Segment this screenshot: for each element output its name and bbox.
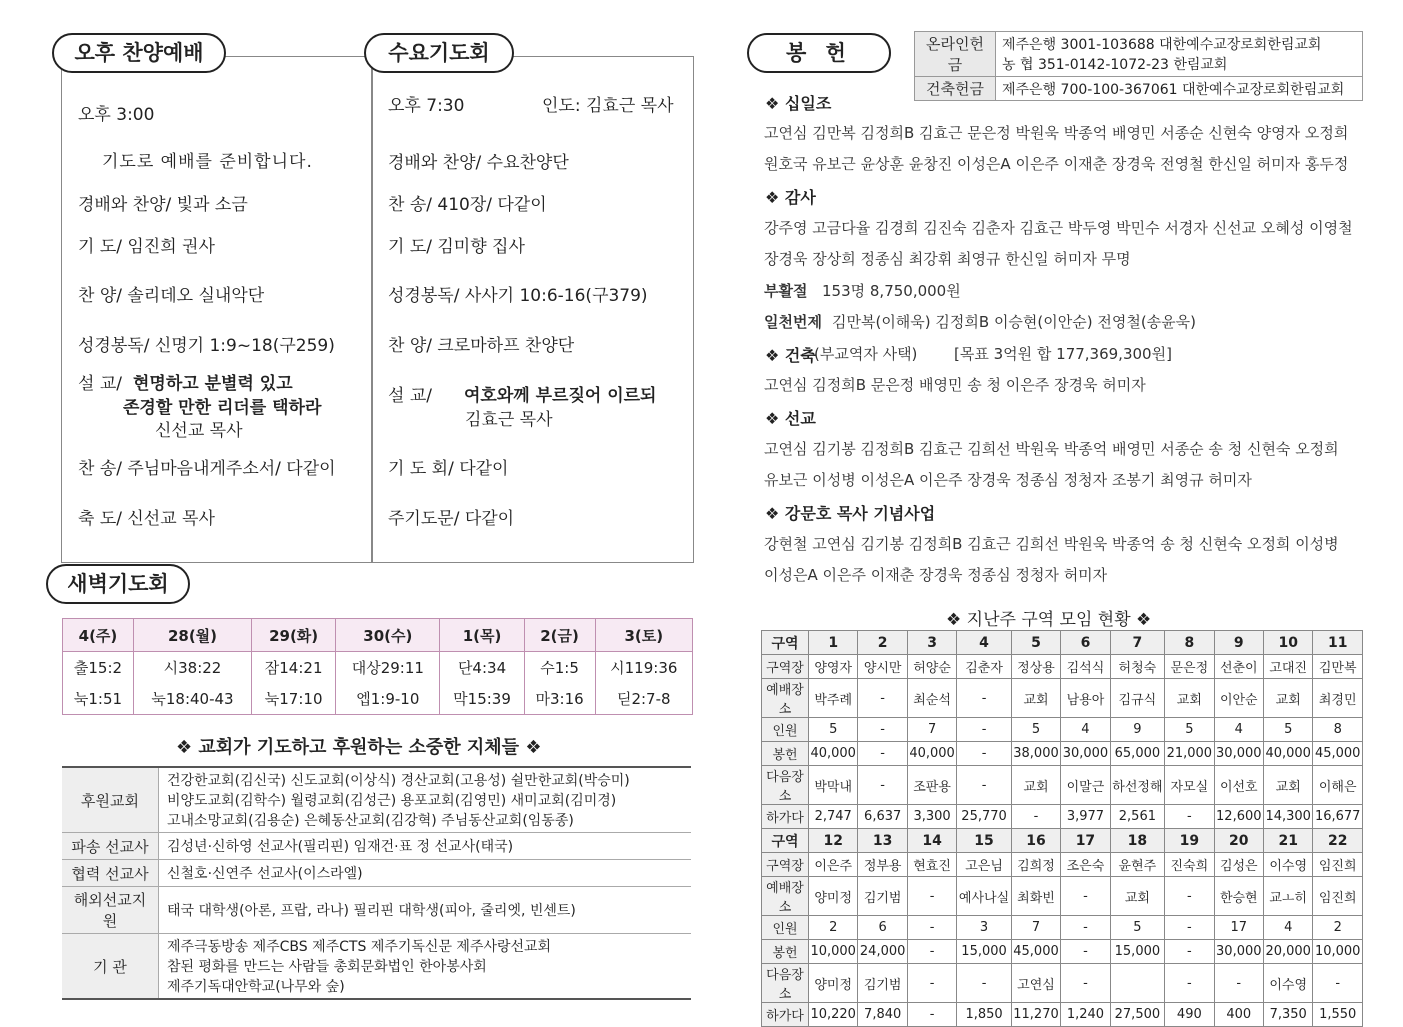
- district-cell: 20: [1214, 829, 1263, 853]
- district-cell: 김석식: [1061, 655, 1110, 679]
- offering-title: 봉 헌: [747, 33, 891, 73]
- district-cell: 자모실: [1165, 766, 1214, 805]
- afternoon-benediction: 축 도/ 신선교 목사: [78, 509, 215, 529]
- district-cell: 현효진: [907, 853, 956, 877]
- district-cell: 11: [1313, 631, 1363, 655]
- district-cell: 박주례: [809, 679, 858, 718]
- district-cell: 4: [1214, 718, 1263, 742]
- district-cell: 김성은: [1214, 853, 1263, 877]
- district-cell: 15,000: [1110, 940, 1164, 964]
- district-row: [762, 877, 1363, 916]
- district-cell: 20,000: [1264, 940, 1313, 964]
- support-row: [62, 767, 691, 833]
- district-cell: 18: [1110, 829, 1164, 853]
- tithe-title: ❖ 십일조: [765, 94, 832, 113]
- district-cell: 양미정: [809, 877, 858, 916]
- district-cell: 45,000: [1011, 940, 1060, 964]
- afternoon-prayer: 기 도/ 임진희 권사: [78, 237, 215, 257]
- district-cell: 양미정: [809, 964, 858, 1003]
- district-cell: 2,561: [1110, 805, 1164, 829]
- district-cell: 김기범: [858, 877, 907, 916]
- district-cell: 진숙희: [1165, 853, 1214, 877]
- tithe-names: 고연심 김만복 김정희B 김효근 문은정 박원욱 박종억 배영민 서종순 신현숙 양영자 오정희: [764, 124, 1349, 142]
- building-sub: (부교역자 사택): [814, 345, 918, 363]
- district-row-label: 다음장소: [762, 766, 809, 805]
- district-cell: 16: [1011, 829, 1060, 853]
- support-content: [159, 860, 692, 887]
- district-cell: 19: [1165, 829, 1214, 853]
- district-cell: 교ㅗ히: [1264, 877, 1313, 916]
- district-row-label: 구역: [762, 631, 809, 655]
- firstborn-names: 김만복(이해욱) 김정희B 이승현(이안순) 전영철(송윤욱): [832, 313, 1196, 331]
- afternoon-scripture: 성경봉독/ 신명기 1:9~18(구259): [78, 336, 335, 356]
- district-cell: 고연심: [1011, 964, 1060, 1003]
- district-cell: 25,770: [957, 805, 1011, 829]
- district-cell: 9: [1110, 718, 1164, 742]
- district-cell: 하선정해: [1110, 766, 1164, 805]
- afternoon-sermon-label: 설 교/: [78, 374, 122, 394]
- district-cell: 이수영: [1264, 964, 1313, 1003]
- dawn-verse-row: [63, 652, 693, 684]
- district-cell: 400: [1214, 1003, 1263, 1027]
- district-cell: 1,550: [1313, 1003, 1363, 1027]
- dawn-verse: 눅1:51: [63, 683, 134, 715]
- support-row: [62, 860, 691, 887]
- district-cell: 15,000: [957, 940, 1011, 964]
- district-row: [762, 679, 1363, 718]
- district-cell: 7,840: [858, 1003, 907, 1027]
- memorial-names: 이성은A 이은주 이재춘 장경욱 정종심 정청자 허미자: [764, 566, 1108, 584]
- district-cell: 8: [1165, 631, 1214, 655]
- district-cell: 17: [1214, 916, 1263, 940]
- district-cell: 양시만: [858, 655, 907, 679]
- district-cell: 6: [1061, 631, 1110, 655]
- support-line: 제주기독대안학교(나무와 숲): [167, 979, 345, 995]
- district-cell: 허청숙: [1110, 655, 1164, 679]
- support-title: ❖ 교회가 기도하고 후원하는 소중한 지체들 ❖: [176, 737, 542, 758]
- district-cell: 40,000: [1264, 742, 1313, 766]
- district-cell: 김춘자: [957, 655, 1011, 679]
- district-cell: 임진희: [1313, 877, 1363, 916]
- support-row: [62, 887, 691, 934]
- district-cell: 24,000: [858, 940, 907, 964]
- afternoon-choir: 찬 양/ 솔리데오 실내악단: [78, 286, 265, 306]
- district-cell: 고은님: [957, 853, 1011, 877]
- district-cell: [1110, 964, 1164, 1003]
- district-cell: -: [907, 1003, 956, 1027]
- wednesday-title: 수요기도회: [364, 33, 514, 73]
- district-cell: -: [858, 679, 907, 718]
- district-cell: 1: [809, 631, 858, 655]
- district-cell: -: [1061, 916, 1110, 940]
- support-line: 비양도교회(김학수) 월령교회(김성근) 용포교회(김영민) 새미교회(김미경): [167, 793, 617, 809]
- support-content: [159, 833, 692, 860]
- district-cell: 선춘이: [1214, 655, 1263, 679]
- district-cell: -: [957, 742, 1011, 766]
- afternoon-time: 오후 3:00: [78, 105, 155, 125]
- building-row: [915, 77, 1363, 101]
- district-cell: 2: [1313, 916, 1363, 940]
- district-cell: 9: [1214, 631, 1263, 655]
- district-cell: 490: [1165, 1003, 1214, 1027]
- wednesday-lords-prayer: 주기도문/ 다같이: [388, 509, 515, 529]
- district-cell: 최순석: [907, 679, 956, 718]
- district-row: [762, 916, 1363, 940]
- building-goal: [목표 3억원 합 177,369,300원]: [954, 345, 1172, 363]
- district-cell: 3,977: [1061, 805, 1110, 829]
- district-cell: 교회: [1264, 766, 1313, 805]
- district-row: [762, 1003, 1363, 1027]
- district-row-label: 하가다: [762, 1003, 809, 1027]
- district-row: [762, 718, 1363, 742]
- district-cell: 22: [1313, 829, 1363, 853]
- mission-names: 고연심 김기봉 김정희B 김효근 김희선 박원욱 박종억 배영민 서종순 송 청 신현숙 오정희: [764, 440, 1339, 458]
- dawn-day: 3(토): [595, 619, 692, 652]
- dawn-day: 30(수): [336, 619, 440, 652]
- district-cell: -: [907, 964, 956, 1003]
- afternoon-praise: 경배와 찬양/ 빛과 소금: [78, 195, 248, 215]
- dawn-verse: 대상29:11: [336, 652, 440, 684]
- district-cell: 30,000: [1214, 742, 1263, 766]
- district-row-label: 인원: [762, 718, 809, 742]
- district-cell: 65,000: [1110, 742, 1164, 766]
- district-cell: 10,000: [1313, 940, 1363, 964]
- dawn-verse: 시38:22: [133, 652, 251, 684]
- district-row: [762, 964, 1363, 1003]
- district-cell: 3: [907, 631, 956, 655]
- district-cell: 이은주: [809, 853, 858, 877]
- dawn-verse: 마3:16: [524, 683, 595, 715]
- dawn-verse-row: [63, 683, 693, 715]
- wednesday-choir: 찬 양/ 크로마하프 찬양단: [388, 336, 575, 356]
- district-cell: 임진희: [1313, 853, 1363, 877]
- district-cell: 7: [907, 718, 956, 742]
- district-cell: 조판용: [907, 766, 956, 805]
- district-cell: 이안순: [1214, 679, 1263, 718]
- firstborn-label: 일천번제: [764, 313, 822, 331]
- support-line: 참된 평화를 만드는 사람들 총회문화법인 한아봉사회: [167, 959, 487, 975]
- district-cell: 8: [1313, 718, 1363, 742]
- wednesday-sermon-label: 설 교/: [388, 386, 432, 406]
- online-label: 온라인헌금: [915, 32, 996, 77]
- district-row: [762, 805, 1363, 829]
- wednesday-box: [371, 56, 694, 563]
- district-cell: -: [1165, 805, 1214, 829]
- district-cell: 김기범: [858, 964, 907, 1003]
- district-cell: 문은정: [1165, 655, 1214, 679]
- dawn-verse: 막15:39: [440, 683, 524, 715]
- district-cell: -: [1165, 940, 1214, 964]
- dawn-day: 28(월): [133, 619, 251, 652]
- support-content: [159, 887, 692, 934]
- building-label: 건축헌금: [915, 77, 996, 101]
- district-cell: 10: [1264, 631, 1313, 655]
- district-cell: 27,500: [1110, 1003, 1164, 1027]
- afternoon-intro: 기도로 예배를 준비합니다.: [102, 152, 313, 172]
- district-cell: 4: [1061, 718, 1110, 742]
- district-cell: 5: [1110, 916, 1164, 940]
- district-cell: 10,000: [809, 940, 858, 964]
- wednesday-scripture: 성경봉독/ 사사기 10:6-16(구379): [388, 286, 648, 306]
- district-cell: 양영자: [809, 655, 858, 679]
- district-cell: -: [1214, 964, 1263, 1003]
- district-cell: 최화빈: [1011, 877, 1060, 916]
- district-cell: 교회: [1110, 877, 1164, 916]
- wednesday-sermon-title: 여호와께 부르짖어 이르되: [464, 386, 657, 406]
- district-cell: -: [957, 766, 1011, 805]
- district-cell: -: [1165, 964, 1214, 1003]
- district-cell: 김희정: [1011, 853, 1060, 877]
- district-cell: 남용아: [1061, 679, 1110, 718]
- district-cell: 2: [809, 916, 858, 940]
- dawn-day: 1(목): [440, 619, 524, 652]
- district-row-label: 하가다: [762, 805, 809, 829]
- wednesday-prayer: 기 도/ 김미향 집사: [388, 237, 525, 257]
- district-cell: 예사나실: [957, 877, 1011, 916]
- district-cell: -: [858, 718, 907, 742]
- district-cell: 7,350: [1264, 1003, 1313, 1027]
- support-line: 제주극동방송 제주CBS 제주CTS 제주기독신문 제주사랑선교회: [167, 939, 552, 955]
- district-cell: 4: [957, 631, 1011, 655]
- dawn-verse: 엡1:9-10: [336, 683, 440, 715]
- dawn-verse: 눅17:10: [252, 683, 336, 715]
- district-cell: 14,300: [1264, 805, 1313, 829]
- district-cell: -: [858, 766, 907, 805]
- district-cell: 21: [1264, 829, 1313, 853]
- support-content: [159, 767, 692, 833]
- dawn-verse: 출15:2: [63, 652, 134, 684]
- district-cell: -: [1061, 940, 1110, 964]
- online-row: [915, 32, 1363, 77]
- district-cell: 3,300: [907, 805, 956, 829]
- district-row-label: 구역장: [762, 853, 809, 877]
- district-cell: 5: [1165, 718, 1214, 742]
- district-cell: -: [1165, 877, 1214, 916]
- building-title: ❖ 건축: [765, 346, 816, 365]
- district-row-label: 구역장: [762, 655, 809, 679]
- wednesday-prayer-meeting: 기 도 회/ 다같이: [388, 459, 509, 479]
- easter-value: 153명 8,750,000원: [822, 282, 961, 300]
- district-cell: 정상용: [1011, 655, 1060, 679]
- district-cell: 이해은: [1313, 766, 1363, 805]
- dawn-verse: 잠14:21: [252, 652, 336, 684]
- district-cell: 5: [809, 718, 858, 742]
- wednesday-hymn: 찬 송/ 410장/ 다같이: [388, 195, 547, 215]
- afternoon-title: 오후 찬양예배: [52, 33, 226, 73]
- mission-title: ❖ 선교: [765, 409, 816, 428]
- district-cell: -: [858, 742, 907, 766]
- support-label: 해외선교지원: [62, 887, 159, 934]
- district-cell: 1,240: [1061, 1003, 1110, 1027]
- district-cell: -: [957, 718, 1011, 742]
- district-row: [762, 853, 1363, 877]
- support-content: [159, 934, 692, 1000]
- district-row: [762, 742, 1363, 766]
- afternoon-hymn: 찬 송/ 주님마음내게주소서/ 다같이: [78, 459, 336, 479]
- district-cell: 허양순: [907, 655, 956, 679]
- district-cell: 15: [957, 829, 1011, 853]
- dawn-day: 29(화): [252, 619, 336, 652]
- thanks-names: 강주영 고금다율 김경희 김진숙 김춘자 김효근 박두영 박민수 서경자 신선교 오혜성 이영철: [764, 219, 1353, 237]
- district-cell: 30,000: [1214, 940, 1263, 964]
- district-cell: 윤현주: [1110, 853, 1164, 877]
- district-cell: 5: [1264, 718, 1313, 742]
- district-cell: 14: [907, 829, 956, 853]
- district-cell: 교회: [1011, 766, 1060, 805]
- district-row-label: 예배장소: [762, 877, 809, 916]
- district-cell: -: [957, 679, 1011, 718]
- district-row-label: 다음장소: [762, 964, 809, 1003]
- district-cell: 5: [1011, 631, 1060, 655]
- easter-label: 부활절: [764, 282, 808, 300]
- district-cell: 45,000: [1313, 742, 1363, 766]
- district-cell: 한승현: [1214, 877, 1263, 916]
- support-line: 태국 대학생(아론, 프랍, 라나) 필리핀 대학생(피아, 줄리엣, 빈센트): [167, 903, 576, 919]
- support-table: [62, 766, 691, 1000]
- district-cell: -: [1061, 877, 1110, 916]
- district-cell: 7: [1110, 631, 1164, 655]
- online-account: 농 협 351-0142-1072-23 한림교회: [1002, 57, 1228, 73]
- district-row: [762, 631, 1363, 655]
- district-cell: 10,220: [809, 1003, 858, 1027]
- afternoon-sermon-title2: 존경할 만한 리더를 택하라: [123, 398, 322, 418]
- dawn-day: 4(주): [63, 619, 134, 652]
- district-cell: 5: [1011, 718, 1060, 742]
- district-cell: 교회: [1165, 679, 1214, 718]
- support-line: 건강한교회(김신국) 신도교회(이상식) 경산교회(고용성) 쉴만한교회(박승미): [167, 773, 630, 789]
- thanks-title: ❖ 감사: [765, 188, 816, 207]
- district-cell: 40,000: [809, 742, 858, 766]
- district-cell: -: [1165, 916, 1214, 940]
- district-row: [762, 829, 1363, 853]
- district-cell: -: [1061, 964, 1110, 1003]
- memorial-names: 강현철 고연심 김기봉 김정희B 김효근 김희선 박원욱 박종억 송 청 신현숙 오정희 이성병: [764, 535, 1339, 553]
- district-cell: 교회: [1264, 679, 1313, 718]
- district-row: [762, 655, 1363, 679]
- district-cell: 16,677: [1313, 805, 1363, 829]
- district-cell: 21,000: [1165, 742, 1214, 766]
- district-row-label: 봉헌: [762, 742, 809, 766]
- mission-names: 유보근 이성병 이성은A 이은주 장경욱 정종심 정청자 조봉기 최영규 허미자: [764, 471, 1252, 489]
- district-cell: -: [907, 916, 956, 940]
- district-cell: 이말근: [1061, 766, 1110, 805]
- wednesday-leader: 인도: 김효근 목사: [542, 96, 674, 116]
- district-cell: 정부용: [858, 853, 907, 877]
- district-cell: 6: [858, 916, 907, 940]
- dawn-verse: 눅18:40-43: [133, 683, 251, 715]
- district-cell: 12: [809, 829, 858, 853]
- district-cell: 38,000: [1011, 742, 1060, 766]
- dawn-title: 새벽기도회: [46, 564, 190, 604]
- district-row-label: 봉헌: [762, 940, 809, 964]
- district-cell: 조은숙: [1061, 853, 1110, 877]
- district-cell: 2,747: [809, 805, 858, 829]
- district-cell: 7: [1011, 916, 1060, 940]
- district-cell: 최경민: [1313, 679, 1363, 718]
- afternoon-box: [61, 56, 373, 563]
- district-cell: 박막내: [809, 766, 858, 805]
- support-line: 신철호·신연주 선교사(이스라엘): [167, 866, 363, 882]
- dawn-verse: 딛2:7-8: [595, 683, 692, 715]
- district-cell: -: [957, 964, 1011, 1003]
- district-cell: 12,600: [1214, 805, 1263, 829]
- afternoon-sermon-preacher: 신선교 목사: [155, 421, 243, 441]
- wednesday-sermon-preacher: 김효근 목사: [465, 410, 553, 430]
- district-table: [761, 630, 1363, 1027]
- district-cell: 40,000: [907, 742, 956, 766]
- online-accounts: [996, 32, 1363, 77]
- district-cell: 2: [858, 631, 907, 655]
- tithe-names: 원호국 유보근 윤상훈 윤창진 이성은A 이은주 이재춘 장경욱 전영철 한신일 허미자 홍두정: [764, 155, 1349, 173]
- online-account: 제주은행 3001-103688 대한예수교장로회한림교회: [1002, 37, 1322, 53]
- district-cell: -: [907, 940, 956, 964]
- district-row-label: 예배장소: [762, 679, 809, 718]
- support-line: 김성년·신하영 선교사(필리핀) 임재건·표 정 선교사(태국): [167, 839, 514, 855]
- support-line: 고내소망교회(김용순) 은혜동산교회(김강혁) 주님동산교회(임동종): [167, 813, 574, 829]
- dawn-day: 2(금): [524, 619, 595, 652]
- memorial-title: ❖ 강문호 목사 기념사업: [765, 504, 936, 523]
- dawn-table: [62, 618, 693, 715]
- support-label: 기 관: [62, 934, 159, 1000]
- support-row: [62, 833, 691, 860]
- thanks-names: 장경욱 장상희 정종심 최강휘 최영규 한신일 허미자 무명: [764, 250, 1131, 268]
- district-cell: 김만복: [1313, 655, 1363, 679]
- district-cell: 이수영: [1264, 853, 1313, 877]
- district-cell: 고대진: [1264, 655, 1313, 679]
- district-title: ❖ 지난주 구역 모임 현황 ❖: [946, 610, 1152, 630]
- district-cell: 4: [1264, 916, 1313, 940]
- online-offering-table: [914, 31, 1363, 101]
- support-label: 협력 선교사: [62, 860, 159, 887]
- district-row-label: 인원: [762, 916, 809, 940]
- dawn-day-row: [63, 619, 693, 652]
- afternoon-sermon-title1: 현명하고 분별력 있고: [133, 374, 293, 394]
- support-label: 후원교회: [62, 767, 159, 833]
- district-cell: 김규식: [1110, 679, 1164, 718]
- dawn-verse: 수1:5: [524, 652, 595, 684]
- wednesday-praise: 경배와 찬양/ 수요찬양단: [388, 153, 569, 173]
- wednesday-time: 오후 7:30: [388, 96, 465, 116]
- building-names: 고연심 김정희B 문은정 배영민 송 청 이은주 장경욱 허미자: [764, 376, 1146, 394]
- district-cell: 17: [1061, 829, 1110, 853]
- district-cell: 6,637: [858, 805, 907, 829]
- support-label: 파송 선교사: [62, 833, 159, 860]
- district-cell: -: [1313, 964, 1363, 1003]
- district-cell: 이선호: [1214, 766, 1263, 805]
- district-cell: 1,850: [957, 1003, 1011, 1027]
- district-row: [762, 766, 1363, 805]
- district-cell: -: [907, 877, 956, 916]
- dawn-verse: 시119:36: [595, 652, 692, 684]
- district-cell: 13: [858, 829, 907, 853]
- district-cell: 교회: [1011, 679, 1060, 718]
- district-row-label: 구역: [762, 829, 809, 853]
- district-cell: 11,270: [1011, 1003, 1060, 1027]
- building-account: 제주은행 700-100-367061 대한예수교장로회한림교회: [996, 77, 1363, 101]
- support-row: [62, 934, 691, 1000]
- district-cell: 30,000: [1061, 742, 1110, 766]
- district-cell: 3: [957, 916, 1011, 940]
- dawn-verse: 단4:34: [440, 652, 524, 684]
- district-row: [762, 940, 1363, 964]
- district-cell: -: [1011, 805, 1060, 829]
